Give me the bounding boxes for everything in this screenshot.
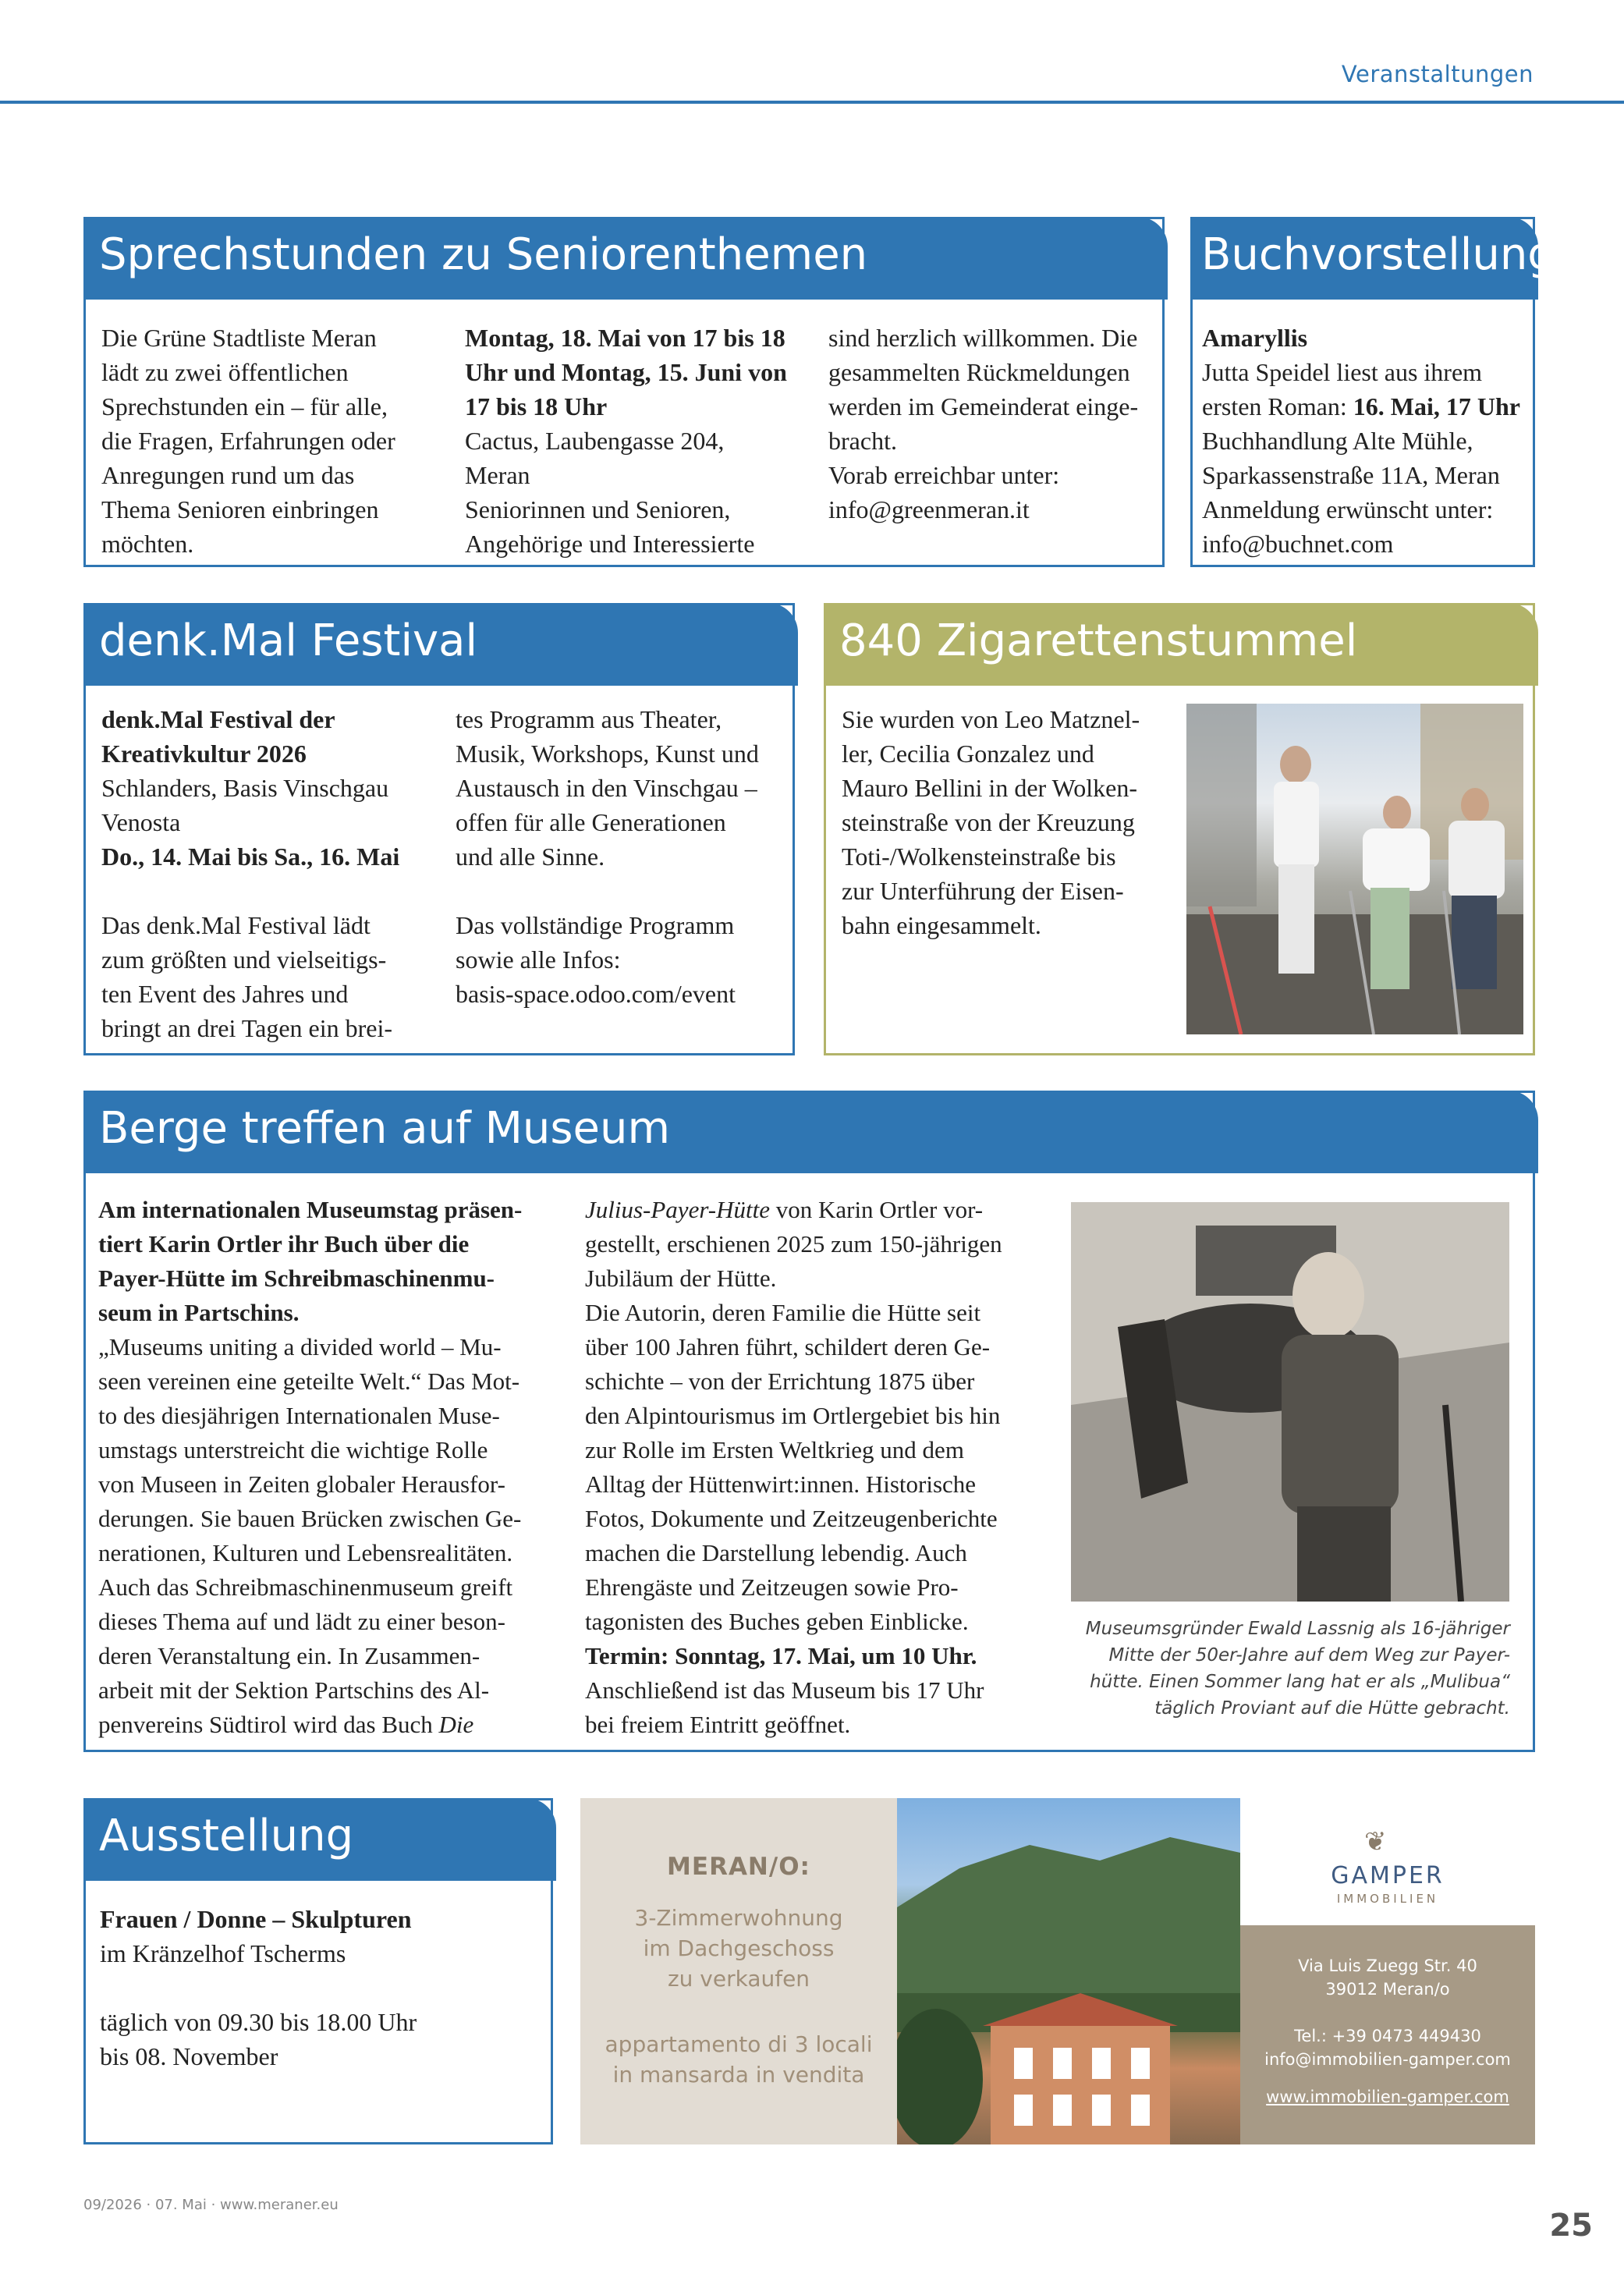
ad-german-text: 3-Zimmerwohnung im Dachgeschoss zu verkaufen <box>634 1905 843 1992</box>
ausstellung-title: Ausstellung <box>83 1798 556 1881</box>
sprechstunden-box <box>83 217 1165 567</box>
museum-box <box>83 1091 1535 1752</box>
sprechstunden-title: Sprechstunden zu Seniorenthemen <box>83 217 1168 300</box>
footer-issue: 09/2026 · 07. Mai · www.meraner.eu <box>83 2197 339 2213</box>
ad-address: Via Luis Zuegg Str. 40 39012 Meran/o <box>1298 1956 1477 1999</box>
cigarette-collectors-photo <box>1186 704 1523 1034</box>
buchvorstellung-text: Amaryllis Jutta Speidel liest aus ihrem ersten Roman: 16. Mai, 17 Uhr Buchhandlung Alte Mühle, Sparkassenstraße 11A, Meran Anmeldung erwünscht unter: info@buchnet.com <box>1202 324 1520 558</box>
zigaretten-title: 840 Zigarettenstummel <box>824 603 1538 686</box>
buchvorstellung-box <box>1190 217 1555 567</box>
meran-building-photo <box>897 1798 1240 2144</box>
museum-title: Berge treffen auf Museum <box>83 1091 1538 1173</box>
gamper-logo-icon: ❦ <box>1364 1826 1387 1857</box>
page-number: 25 <box>1549 2208 1593 2244</box>
denkmal-box <box>83 603 795 1055</box>
sprechstunden-col2: Montag, 18. Mai von 17 bis 18 Uhr und Montag, 15. Juni von 17 bis 18 Uhr Cactus, Laubengasse 204, Meran Seniorinnen und Senioren, Angehörige und Interessierte <box>465 324 787 558</box>
ad-brand-sub: IMMOBILIEN <box>1336 1892 1439 1906</box>
section-label: Veranstaltungen <box>1341 61 1534 87</box>
ad-italian-text: appartamento di 3 locali in mansarda in vendita <box>605 2031 873 2088</box>
denkmal-title: denk.Mal Festival <box>83 603 798 686</box>
denkmal-col2: tes Programm aus Theater, Musik, Workshops, Kunst und Austausch in den Vinschgau – offen für alle Generationen und alle Sinne. Das vollständige Programm sowie alle Infos: basis-space.odoo.com/event <box>456 705 759 1008</box>
museum-photo-caption: Museumsgründer Ewald Lassnig als 16-jähriger Mitte der 50er-Jahre auf dem Weg zur Payer- hütte. Einen Sommer lang hat er als „Mulibua“ täglich Proviant auf die Hütte gebracht. <box>1085 1619 1510 1719</box>
ad-website-link[interactable]: www.immobilien-gamper.com <box>1266 2088 1509 2106</box>
ad-contact: Tel.: +39 0473 449430 info@immobilien-gamper.com <box>1264 2027 1511 2069</box>
mule-historic-photo <box>1071 1202 1509 1602</box>
ausstellung-box <box>83 1798 553 2144</box>
zigaretten-text: Sie wurden von Leo Matznel- ler, Cecilia Gonzalez und Mauro Bellini in der Wolken- steinstraße von der Kreuzung Toti-/Wolkensteinstraße bis zur Unterführung der Eisen- bahn eingesammelt. <box>842 705 1140 939</box>
denkmal-col1: denk.Mal Festival der Kreativkultur 2026 Schlanders, Basis Vinschgau Venosta Do., 14. Mai bis Sa., 16. Mai Das denk.Mal Festival lädt zum größten und vielseitigs- ten Event des Jahres und bringt an drei Tagen ein brei- <box>101 705 400 1042</box>
ad-brand: GAMPER <box>1331 1862 1445 1889</box>
sprechstunden-col1: Die Grüne Stadtliste Meran lädt zu zwei öffentlichen Sprechstunden ein – für alle, die Fragen, Erfahrungen oder Anregungen rund um das Thema Senioren einbringen möchten. <box>101 324 395 558</box>
real-estate-ad[interactable] <box>580 1798 1535 2144</box>
museum-col1: Am internationalen Museumstag präsen- tiert Karin Ortler ihr Buch über die Payer-Hütte im Schreibmaschinenmu- seum in Partschins. „Museums uniting a divided world – Mu- seen vereinen eine geteilte Welt.“ Das Mot- to des diesjährigen Internationalen Muse- umstags unterstreicht die wichtige Rolle von Museen in Zeiten globaler Herausfor- derungen. Sie bauen Brücken zwischen Ge- nerationen, Kulturen und Lebensrealitäten. Auch das Schreibmaschinenmuseum greift dieses Thema auf und lädt zu einer beson- deren Veranstaltung ein. In Zusammen- arbeit mit der Sektion Partschins des Al- penvereins Südtirol wird das Buch Die <box>98 1196 523 1738</box>
sprechstunden-col3: sind herzlich willkommen. Die gesammelten Rückmeldungen werden im Gemeinderat einge- bracht. Vorab erreichbar unter: info@greenmeran.it <box>828 324 1139 523</box>
museum-col2: Julius-Payer-Hütte von Karin Ortler vor- gestellt, erschienen 2025 zum 150-jährigen Jubiläum der Hütte. Die Autorin, deren Familie die Hütte seit über 100 Jahren führt, schildert deren Ge- schichte – von der Errichtung 1875 über den Alpintourismus im Ortlergebiet bis hin zur Rolle im Ersten Weltkrieg und dem Alltag der Hüttenwirt:innen. Historische Fotos, Dokumente und Zeitzeugenberichte machen die Darstellung lebendig. Auch Ehrengäste und Zeitzeugen sowie Pro- tagonisten des Buches geben Einblicke. Termin: Sonntag, 17. Mai, um 10 Uhr. Anschließend ist das Museum bis 17 Uhr bei freiem Eintritt geöffnet. <box>585 1196 1002 1738</box>
zigaretten-box <box>824 603 1535 1055</box>
ausstellung-text: Frauen / Donne – Skulpturen im Kränzelhof Tscherms täglich von 09.30 bis 18.00 Uhr bis 08. November <box>100 1905 417 2070</box>
ad-title: MERAN/O: <box>667 1853 810 1881</box>
buchvorstellung-title: Buchvorstellung <box>1190 217 1538 300</box>
header-rule <box>0 101 1624 104</box>
